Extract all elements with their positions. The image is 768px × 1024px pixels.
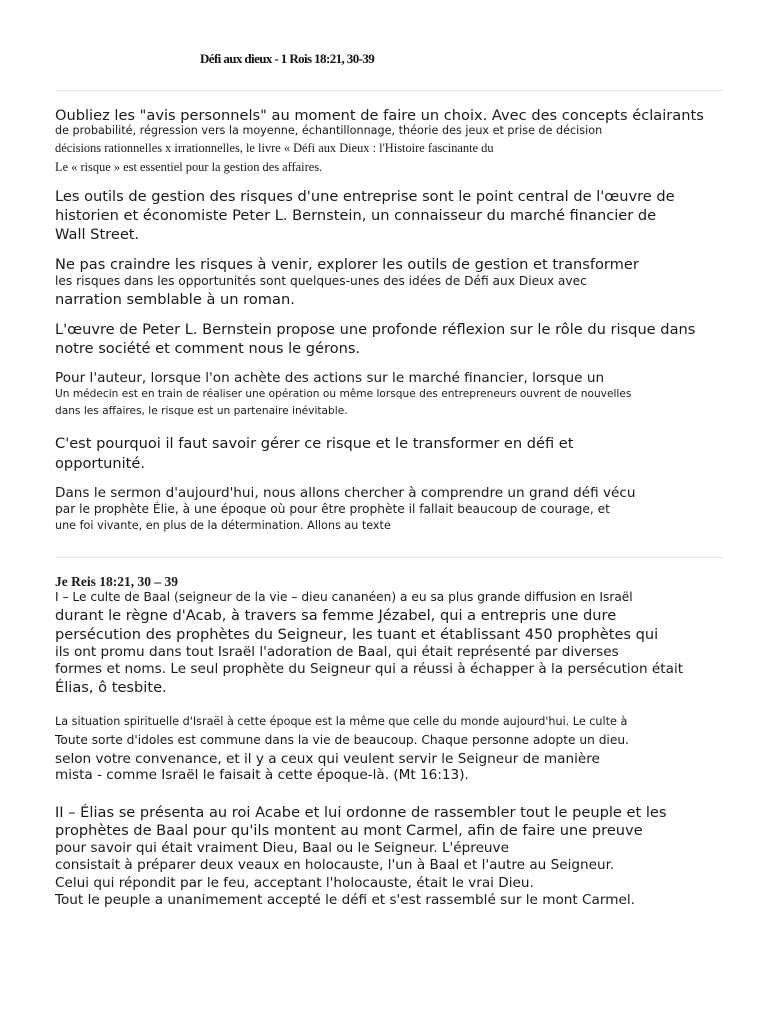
section-line: consistait à préparer deux veaux en holocauste, l'un à Baal et l'autre au Seigneur.	[55, 857, 615, 873]
section-line: I – Le culte de Baal (seigneur de la vie – dieu cananéen) a eu sa plus grande diffusion en Israël	[55, 590, 633, 604]
section-line: II – Élias se présenta au roi Acabe et lui ordonne de rassembler tout le peuple et les	[55, 804, 667, 821]
paragraph-line: une foi vivante, en plus de la détermination. Allons au texte	[55, 519, 391, 532]
paragraph-line: Wall Street.	[55, 226, 140, 243]
intro-line: Oubliez les "avis personnels" au moment de faire un choix. Avec des concepts éclairants	[55, 107, 704, 124]
intro-line: de probabilité, régression vers la moyenne, échantillonnage, théorie des jeux et prise de décision	[55, 124, 603, 137]
section-heading: Je Reis 18:21, 30 – 39	[55, 574, 178, 589]
section-line: formes et noms. Le seul prophète du Seigneur qui a réussi à échapper à la persécution était	[55, 661, 684, 677]
paragraph-line: notre société et comment nous le gérons.	[55, 340, 361, 357]
paragraph-line: L'œuvre de Peter L. Bernstein propose une profonde réflexion sur le rôle du risque dans	[55, 321, 696, 338]
section-line: mista - comme Israël le faisait à cette époque-là. (Mt 16:13).	[55, 767, 469, 783]
section-line: Celui qui répondit par le feu, acceptant l'holocauste, était le vrai Dieu.	[55, 875, 534, 891]
paragraph-line: Ne pas craindre les risques à venir, explorer les outils de gestion et transformer	[55, 256, 639, 273]
section-line: persécution des prophètes du Seigneur, les tuant et établissant 450 prophètes qui	[55, 626, 659, 643]
paragraph-line: historien et économiste Peter L. Bernstein, un connaisseur du marché financier de	[55, 207, 657, 224]
paragraph-line: Les outils de gestion des risques d'une entreprise sont le point central de l'œuvre de	[55, 188, 675, 205]
paragraph-line: Un médecin est en train de réaliser une opération ou même lorsque des entrepreneurs ouvrent de nouvelles	[55, 388, 632, 400]
section-line: durant le règne d'Acab, à travers sa femme Jézabel, qui a entrepris une dure	[55, 607, 617, 624]
paragraph-line: par le prophète Élie, à une époque où pour être prophète il fallait beaucoup de courage, et	[55, 502, 610, 516]
section-line: ils ont promu dans tout Israël l'adoration de Baal, qui était représenté par diverses	[55, 644, 619, 660]
section-line: Élias, ô tesbite.	[55, 679, 167, 696]
section-line: prophètes de Baal pour qu'ils montent au mont Carmel, afin de faire une preuve	[55, 822, 643, 839]
section-line: Toute sorte d'idoles est commune dans la vie de beaucoup. Chaque personne adopte un dieu.	[55, 733, 629, 747]
divider	[55, 90, 723, 91]
section-line: Tout le peuple a unanimement accepté le défi et s'est rassemblé sur le mont Carmel.	[55, 892, 635, 908]
divider	[55, 557, 723, 558]
section-line: selon votre convenance, et il y a ceux qui veulent servir le Seigneur de manière	[55, 751, 600, 767]
paragraph-line: opportunité.	[55, 455, 145, 472]
section-line: pour savoir qui était vraiment Dieu, Baal ou le Seigneur. L'épreuve	[55, 840, 509, 856]
intro-line: Le « risque » est essentiel pour la gestion des affaires.	[55, 160, 323, 174]
paragraph-line: Pour l'auteur, lorsque l'on achète des actions sur le marché financier, lorsque un	[55, 370, 605, 386]
section-line: La situation spirituelle d'Israël à cette époque est la même que celle du monde aujourd'hui. Le culte à	[55, 715, 628, 728]
intro-line: décisions rationnelles x irrationnelles, le livre « Défi aux Dieux : l'Histoire fascinante du	[55, 141, 494, 155]
paragraph-line: Dans le sermon d'aujourd'hui, nous allons chercher à comprendre un grand défi vécu	[55, 485, 636, 501]
paragraph-line: C'est pourquoi il faut savoir gérer ce risque et le transformer en défi et	[55, 435, 574, 452]
paragraph-line: dans les affaires, le risque est un partenaire inévitable.	[55, 405, 348, 417]
paragraph-line: narration semblable à un roman.	[55, 291, 295, 308]
paragraph-line: les risques dans les opportunités sont quelques-unes des idées de Défi aux Dieux avec	[55, 274, 587, 288]
page-title: Défi aux dieux - 1 Rois 18:21, 30-39	[200, 51, 375, 66]
